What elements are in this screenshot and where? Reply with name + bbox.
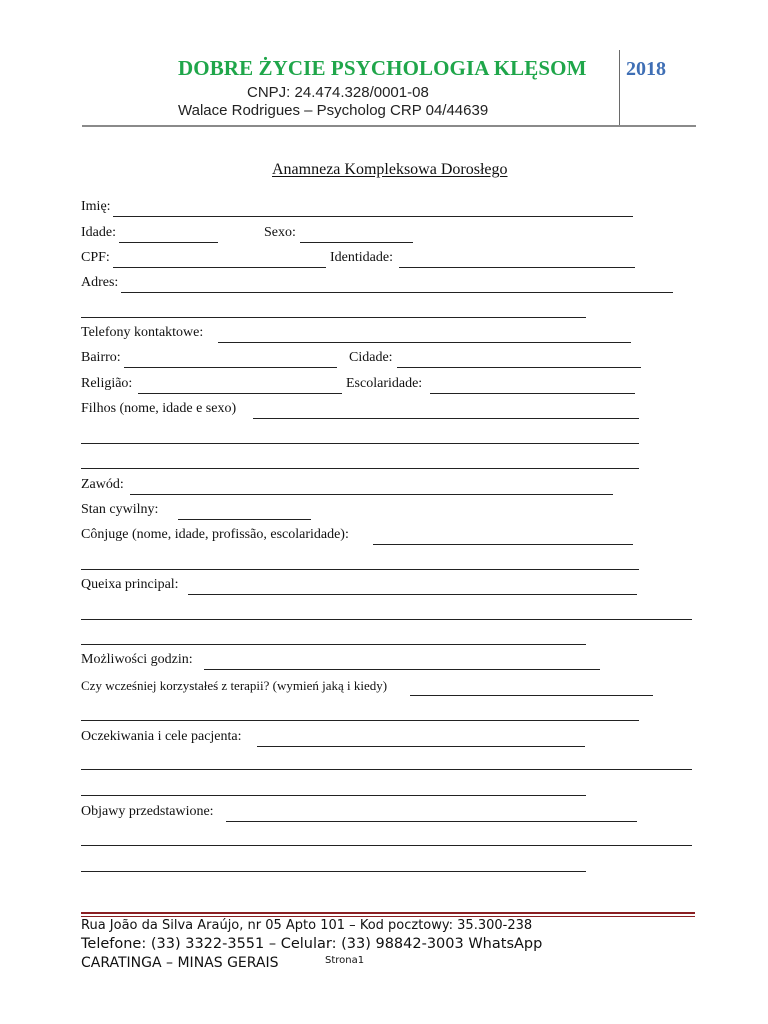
input-line-objawy-3[interactable]	[81, 871, 586, 872]
field-terapia	[81, 678, 655, 696]
footer-phone: Telefone: (33) 3322-3551 – Celular: (33) 98842-3003 WhatsApp	[81, 936, 543, 952]
label-religiao: Religião:	[81, 376, 133, 391]
label-stan-cywilny: Stan cywilny:	[81, 502, 159, 517]
field-conjuge	[81, 527, 635, 545]
input-line-adres[interactable]	[121, 292, 673, 293]
input-line-terapia[interactable]	[410, 695, 653, 696]
label-filhos: Filhos (nome, idade e sexo)	[81, 401, 237, 416]
psychologist-name: Walace Rodrigues – Psycholog CRP 04/44639	[178, 102, 489, 119]
field-oczekiwania	[81, 729, 587, 747]
input-line-sexo[interactable]	[300, 242, 413, 243]
header-vertical-divider	[619, 50, 620, 126]
input-line-queixa-3[interactable]	[81, 644, 586, 645]
input-line-idade[interactable]	[119, 242, 218, 243]
field-zawod	[81, 477, 615, 495]
footer-address: Rua João da Silva Araújo, nr 05 Apto 101 – Kod pocztowy: 35.300-238	[81, 918, 533, 933]
field-filhos	[81, 401, 641, 419]
field-religiao-escolaridade	[81, 376, 637, 394]
input-line-imie[interactable]	[113, 216, 633, 217]
clinic-name: DOBRE ŻYCIE PSYCHOLOGIA KLĘSOM	[178, 56, 587, 80]
footer-divider-thin	[81, 916, 695, 917]
label-conjuge: Cônjuge (nome, idade, profissão, escolaridade):	[81, 527, 349, 542]
input-line-oczekiwania-2[interactable]	[81, 769, 692, 770]
clinic-cnpj: CNPJ: 24.474.328/0001-08	[247, 84, 429, 101]
field-objawy	[81, 804, 639, 822]
header-divider	[82, 125, 696, 127]
label-queixa: Queixa principal:	[81, 577, 179, 592]
input-line-filhos-2[interactable]	[81, 443, 639, 444]
label-imie: Imię:	[81, 199, 111, 214]
field-stan-cywilny	[81, 502, 313, 520]
footer-divider-thick	[81, 912, 695, 914]
input-line-identidade[interactable]	[399, 267, 635, 268]
label-identidade: Identidade:	[330, 250, 393, 265]
label-terapia: Czy wcześniej korzystałeś z terapii? (wymień jaką i kiedy)	[81, 678, 388, 693]
label-bairro: Bairro:	[81, 350, 121, 365]
form-title: Anamneza Kompleksowa Dorosłego	[272, 161, 508, 178]
input-line-objawy[interactable]	[226, 821, 637, 822]
label-cidade: Cidade:	[349, 350, 393, 365]
input-line-objawy-2[interactable]	[81, 845, 692, 846]
input-line-conjuge-2[interactable]	[81, 569, 639, 570]
label-oczekiwania: Oczekiwania i cele pacjenta:	[81, 729, 242, 744]
field-adres	[81, 275, 675, 293]
footer-city: CARATINGA – MINAS GERAIS	[81, 955, 279, 971]
label-mozliwosci: Możliwości godzin:	[81, 652, 193, 667]
input-line-telefony[interactable]	[218, 342, 631, 343]
input-line-mozliwosci[interactable]	[204, 669, 600, 670]
input-line-conjuge[interactable]	[373, 544, 633, 545]
input-line-queixa[interactable]	[188, 594, 637, 595]
label-escolaridade: Escolaridade:	[346, 376, 423, 391]
input-line-queixa-2[interactable]	[81, 619, 692, 620]
field-cpf-identidade	[81, 250, 641, 268]
field-idade-sexo	[81, 225, 421, 243]
field-telefony	[81, 325, 633, 343]
input-line-filhos[interactable]	[253, 418, 639, 419]
input-line-stan-cywilny[interactable]	[178, 519, 311, 520]
field-queixa	[81, 577, 639, 595]
field-mozliwosci	[81, 652, 602, 670]
label-objawy: Objawy przedstawione:	[81, 804, 214, 819]
input-line-oczekiwania-3[interactable]	[81, 795, 586, 796]
label-adres: Adres:	[81, 275, 119, 290]
field-imie	[81, 199, 641, 217]
page-number: Strona1	[325, 955, 365, 966]
label-telefony: Telefony kontaktowe:	[81, 325, 204, 340]
input-line-filhos-3[interactable]	[81, 468, 639, 469]
input-line-bairro[interactable]	[124, 367, 337, 368]
input-line-cpf[interactable]	[113, 267, 326, 268]
label-sexo: Sexo:	[264, 225, 296, 240]
input-line-oczekiwania[interactable]	[257, 746, 585, 747]
label-cpf: CPF:	[81, 250, 110, 265]
input-line-cidade[interactable]	[397, 367, 641, 368]
label-zawod: Zawód:	[81, 477, 124, 492]
input-line-zawod[interactable]	[130, 494, 613, 495]
field-bairro-cidade	[81, 350, 643, 368]
input-line-escolaridade[interactable]	[430, 393, 635, 394]
header-year: 2018	[626, 58, 666, 80]
input-line-religiao[interactable]	[138, 393, 342, 394]
input-line-terapia-2[interactable]	[81, 720, 639, 721]
input-line-adres-2[interactable]	[81, 317, 586, 318]
label-idade: Idade:	[81, 225, 116, 240]
